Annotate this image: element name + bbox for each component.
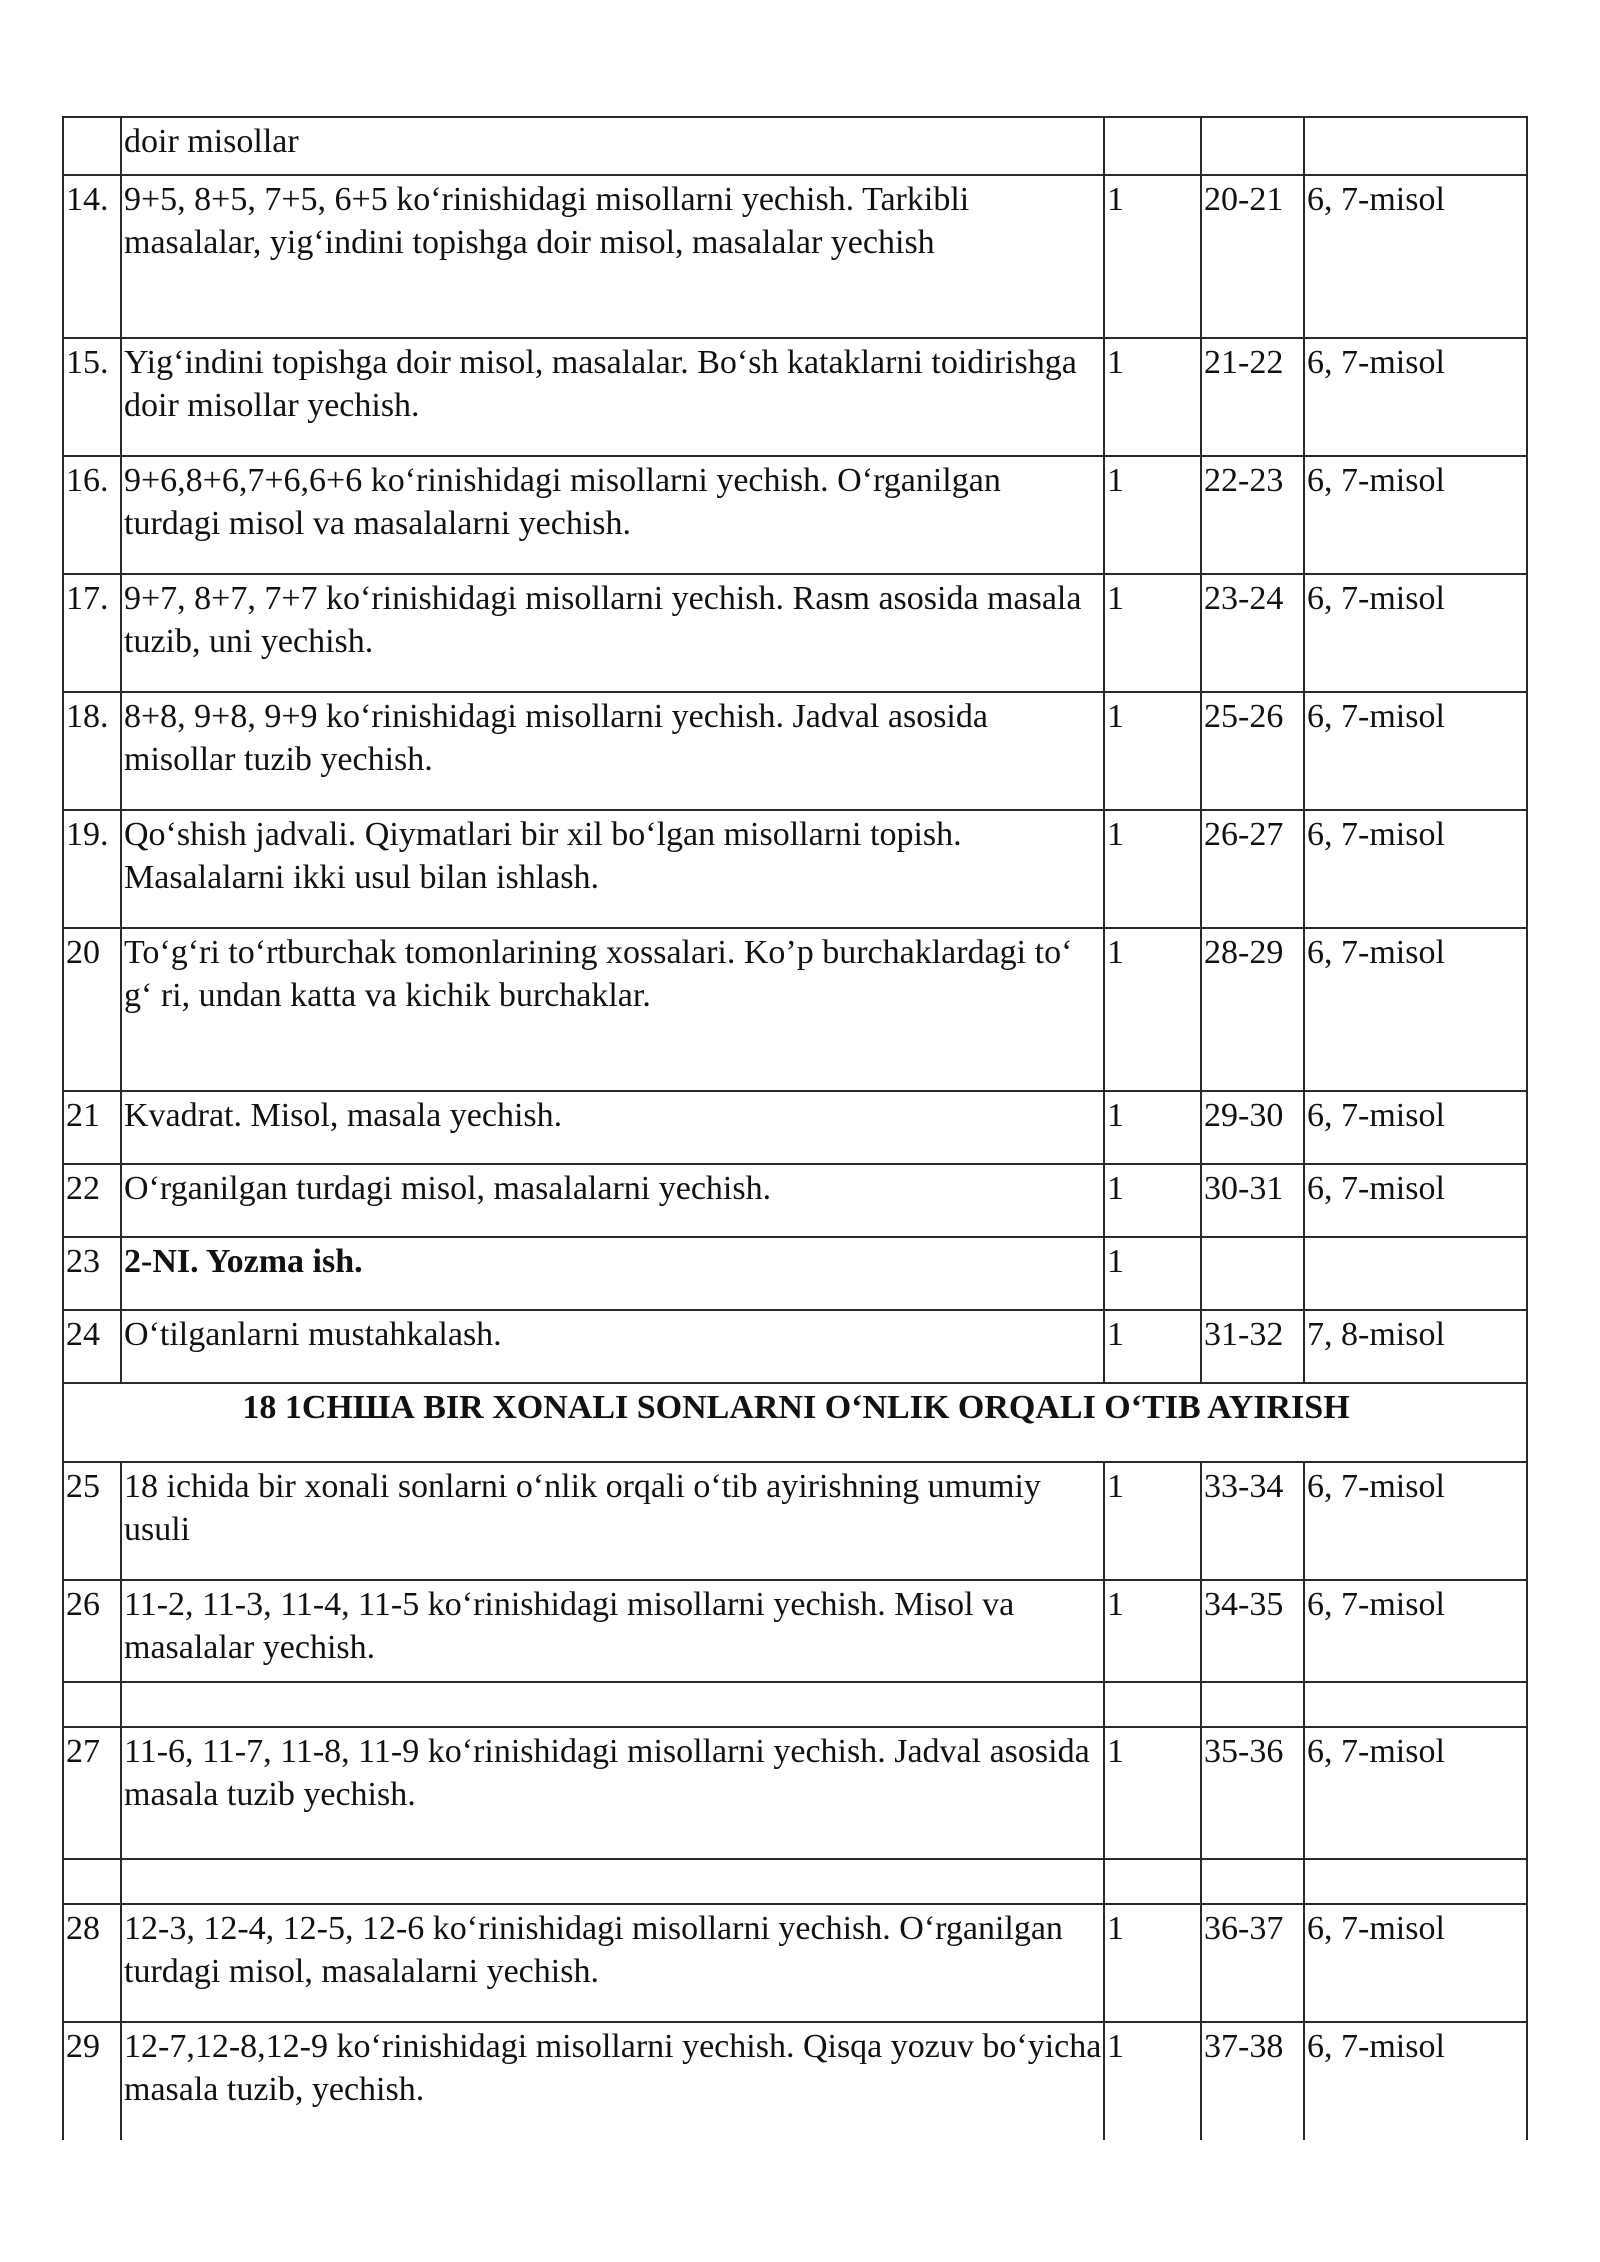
lesson-number: 21: [63, 1091, 121, 1164]
lesson-topic: 9+6,8+6,7+6,6+6 ko‘rinishidagi misollarni yechish. O‘rganilgan turdagi misol va masalalarni yechish.: [121, 456, 1104, 574]
lesson-number: 29: [63, 2022, 121, 2140]
table-row: [63, 338, 1527, 456]
table-row: [63, 692, 1527, 810]
textbook-pages: 36-37: [1201, 1904, 1304, 2022]
homework: 6, 7-misol: [1304, 692, 1527, 810]
homework: 6, 7-misol: [1304, 1462, 1527, 1580]
homework: 6, 7-misol: [1304, 574, 1527, 692]
lesson-hours: 1: [1104, 928, 1201, 1091]
lesson-hours: [1104, 1859, 1201, 1904]
lesson-topic: To‘g‘ri to‘rtburchak tomonlarining xossalari. Ko’p burchaklardagi to‘ g‘ ri, undan katta va kichik burchaklar.: [121, 928, 1104, 1091]
lesson-topic: 2-NI. Yozma ish.: [121, 1237, 1104, 1310]
empty-row: [63, 1859, 1527, 1904]
lesson-hours: 1: [1104, 1904, 1201, 2022]
lesson-hours: 1: [1104, 574, 1201, 692]
lesson-number: 22: [63, 1164, 121, 1237]
lesson-hours: 1: [1104, 1164, 1201, 1237]
table-row: [63, 928, 1527, 1091]
lesson-topic: 12-3, 12-4, 12-5, 12-6 ko‘rinishidagi misollarni yechish. O‘rganilgan turdagi misol, masalalarni yechish.: [121, 1904, 1104, 2022]
homework: 6, 7-misol: [1304, 456, 1527, 574]
table-row: [63, 1580, 1527, 1682]
table-row: [63, 456, 1527, 574]
lesson-number: [63, 1682, 121, 1727]
lesson-topic: 9+5, 8+5, 7+5, 6+5 ko‘rinishidagi misollarni yechish. Tarkibli masalalar, yig‘indini topishga doir misol, masalalar yechish: [121, 175, 1104, 338]
lesson-topic: [121, 1859, 1104, 1904]
table-row: [63, 2022, 1527, 2140]
lesson-hours: 1: [1104, 1310, 1201, 1383]
lesson-hours: 1: [1104, 338, 1201, 456]
lesson-number: 14.: [63, 175, 121, 338]
lesson-hours: 1: [1104, 456, 1201, 574]
homework: 6, 7-misol: [1304, 338, 1527, 456]
homework: 6, 7-misol: [1304, 2022, 1527, 2140]
lesson-topic: O‘tilganlarni mustahkalash.: [121, 1310, 1104, 1383]
lesson-hours: [1104, 1682, 1201, 1727]
homework: 6, 7-misol: [1304, 1164, 1527, 1237]
lesson-number: 18.: [63, 692, 121, 810]
lesson-hours: [1104, 117, 1201, 175]
homework: 6, 7-misol: [1304, 1904, 1527, 2022]
lesson-number: [63, 117, 121, 175]
section-title: 18 1СНША BIR XONALI SONLARNI O‘NLIK ORQALI O‘TIB AYIRISH: [63, 1383, 1527, 1462]
lesson-topic: 8+8, 9+8, 9+9 ko‘rinishidagi misollarni yechish. Jadval asosida misollar tuzib yechish.: [121, 692, 1104, 810]
textbook-pages: [1201, 1682, 1304, 1727]
lesson-number: 27: [63, 1727, 121, 1859]
table-row: [63, 117, 1527, 175]
table-row: [63, 1091, 1527, 1164]
lesson-number: 26: [63, 1580, 121, 1682]
textbook-pages: 29-30: [1201, 1091, 1304, 1164]
lesson-number: 15.: [63, 338, 121, 456]
textbook-pages: 33-34: [1201, 1462, 1304, 1580]
table-row: [63, 1727, 1527, 1859]
textbook-pages: 28-29: [1201, 928, 1304, 1091]
table-row: [63, 175, 1527, 338]
lesson-topic: 12-7,12-8,12-9 ko‘rinishidagi misollarni yechish. Qisqa yozuv bo‘yicha masala tuzib, yechish.: [121, 2022, 1104, 2140]
textbook-pages: 30-31: [1201, 1164, 1304, 1237]
lesson-topic: doir misollar: [121, 117, 1104, 175]
table-row: [63, 574, 1527, 692]
lesson-topic: Qo‘shish jadvali. Qiymatlari bir xil bo‘lgan misollarni topish. Masalalarni ikki usul bilan ishlash.: [121, 810, 1104, 928]
homework: 6, 7-misol: [1304, 175, 1527, 338]
textbook-pages: 35-36: [1201, 1727, 1304, 1859]
lesson-number: 17.: [63, 574, 121, 692]
lesson-topic: Kvadrat. Misol, masala yechish.: [121, 1091, 1104, 1164]
lesson-number: 28: [63, 1904, 121, 2022]
textbook-pages: 20-21: [1201, 175, 1304, 338]
lesson-number: 23: [63, 1237, 121, 1310]
table-row: [63, 1310, 1527, 1383]
lesson-number: 20: [63, 928, 121, 1091]
lesson-hours: 1: [1104, 1462, 1201, 1580]
homework: 6, 7-misol: [1304, 928, 1527, 1091]
textbook-pages: 31-32: [1201, 1310, 1304, 1383]
homework: [1304, 117, 1527, 175]
lesson-topic: Yig‘indini topishga doir misol, masalalar. Bo‘sh kataklarni toidirishga doir misollar yechish.: [121, 338, 1104, 456]
table-row: [63, 1904, 1527, 2022]
table-row: [63, 1237, 1527, 1310]
lesson-topic: 11-2, 11-3, 11-4, 11-5 ko‘rinishidagi misollarni yechish. Misol va masalalar yechish.: [121, 1580, 1104, 1682]
lesson-number: 16.: [63, 456, 121, 574]
textbook-pages: 21-22: [1201, 338, 1304, 456]
textbook-pages: [1201, 1237, 1304, 1310]
homework: 6, 7-misol: [1304, 1091, 1527, 1164]
lesson-topic: 11-6, 11-7, 11-8, 11-9 ko‘rinishidagi misollarni yechish. Jadval asosida masala tuzib yechish.: [121, 1727, 1104, 1859]
textbook-pages: 34-35: [1201, 1580, 1304, 1682]
homework: 6, 7-misol: [1304, 810, 1527, 928]
lesson-hours: 1: [1104, 810, 1201, 928]
lesson-plan-table: [62, 116, 1528, 2140]
textbook-pages: 26-27: [1201, 810, 1304, 928]
lesson-hours: 1: [1104, 1580, 1201, 1682]
lesson-topic: [121, 1682, 1104, 1727]
table-row: [63, 1462, 1527, 1580]
lesson-number: 24: [63, 1310, 121, 1383]
textbook-pages: 22-23: [1201, 456, 1304, 574]
textbook-pages: [1201, 1859, 1304, 1904]
lesson-number: [63, 1859, 121, 1904]
lesson-hours: 1: [1104, 692, 1201, 810]
textbook-pages: 37-38: [1201, 2022, 1304, 2140]
empty-row: [63, 1682, 1527, 1727]
homework: 6, 7-misol: [1304, 1580, 1527, 1682]
lesson-hours: 1: [1104, 2022, 1201, 2140]
homework: [1304, 1859, 1527, 1904]
homework: [1304, 1237, 1527, 1310]
table-row: [63, 1164, 1527, 1237]
homework: [1304, 1682, 1527, 1727]
lesson-hours: 1: [1104, 175, 1201, 338]
textbook-pages: [1201, 117, 1304, 175]
table-row: [63, 810, 1527, 928]
textbook-pages: 23-24: [1201, 574, 1304, 692]
lesson-number: 25: [63, 1462, 121, 1580]
lesson-hours: 1: [1104, 1237, 1201, 1310]
lesson-topic: 18 ichida bir xonali sonlarni o‘nlik orqali o‘tib ayirishning umumiy usuli: [121, 1462, 1104, 1580]
lesson-hours: 1: [1104, 1091, 1201, 1164]
lesson-topic: O‘rganilgan turdagi misol, masalalarni yechish.: [121, 1164, 1104, 1237]
lesson-hours: 1: [1104, 1727, 1201, 1859]
section-header-row: [63, 1383, 1527, 1462]
lesson-topic: 9+7, 8+7, 7+7 ko‘rinishidagi misollarni yechish. Rasm asosida masala tuzib, uni yechish.: [121, 574, 1104, 692]
textbook-pages: 25-26: [1201, 692, 1304, 810]
homework: 7, 8-misol: [1304, 1310, 1527, 1383]
lesson-number: 19.: [63, 810, 121, 928]
homework: 6, 7-misol: [1304, 1727, 1527, 1859]
